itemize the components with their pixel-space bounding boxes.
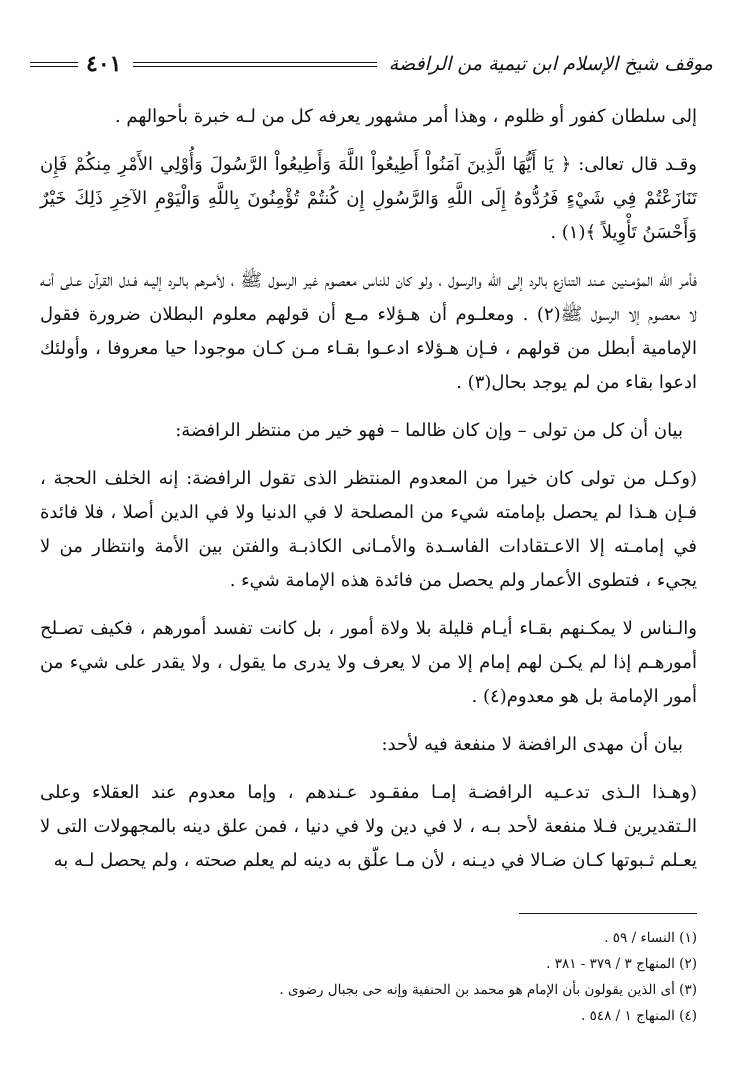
main-text — [40, 100, 697, 892]
paragraph-3: فأمر الله المؤمـنين عـند التنازع بالرد إلى الله والرسول ، ولو كان للناس معصوم غير الرسول ﷺ ، لأمـرهم بالـرد إليـه فـدل القرآن عـلى أنـه لا معصوم إلا الرسول ﷺ(٢) . ومعلـوم أن هـؤلاء مـع أن قولهم معلوم البطلان ضرورة فقول الإمامية أبطل من قولهم ، فـإن هـؤلاء ادعـوا بقـاء مـن كـان موجودا حيا معروفا ، وأولئك ادعوا بقاء من لم يوجد بحال(٣) . — [40, 270, 697, 393]
section-heading-2: بيان أن مهدى الرافضة لا منفعة فيه لأحد: — [381, 734, 683, 755]
footnote-4: (٤) المنهاج ١ / ٥٤٨ . — [581, 1008, 697, 1024]
running-title: موقف شيخ الإسلام ابن تيمية من الرافضة — [388, 53, 713, 75]
section-heading-1: بيان أن كل من تولى – وإن كان ظالما – فهو خير من منتظر الرافضة: — [175, 420, 683, 441]
footnote-1: (١) النساء / ٥٩ . — [604, 930, 697, 946]
paragraph-5: والـناس لا يمكـنهم بقـاء أيـام قليلة بلا ولاة أمور ، بل كانت تفسد أمورهم ، فكيف تصـلح أمورهـم إذا لم يكـن لهم إمام إلا من لا يعرف ولا يدرى ما يقول ، ولا يقدر على شيء من أمور الإمامة بل هو معدوم(٤) . — [40, 618, 697, 707]
paragraph-1: إلى سلطان كفور أو ظلوم ، وهذا أمر مشهور يعرفه كل من لـه خبرة بأحوالهم . — [114, 106, 697, 127]
footnote-3: (٣) أى الذين يقولون بأن الإمام هو محمد بن الحنفية وإنه حى بجبال رضوى . — [279, 982, 697, 998]
header-rule-short — [30, 62, 78, 67]
header-rule-long — [133, 62, 376, 67]
paragraph-6: (وهـذا الـذى تدعـيه الرافضـة إمـا مفقـود عـندهم ، وإما معدوم عند العقلاء وعلى الـتقديرين فـلا منفعة لأحد بـه ، لا في دين ولا في دنيا ، فمن علق دينه بالمجهولات التى لا يعـلم ثـبوتها كـان ضـالا في ديـنه ، لأن مـا علّق به دينه لم يعلم صحته ، ولم يحصل لـه به — [40, 782, 697, 871]
running-header — [30, 44, 713, 84]
page-number: ٤٠١ — [86, 51, 122, 77]
paragraph-4: (وكـل من تولى كان خيرا من المعدوم المنتظر الذى تقول الرافضة: إنه الخلف الحجة ، فـإن هـذا لم يحصل بإمامته شيء من المصلحة لا في الدنيا ولا في الدين أصلا ، فلا فائدة في إمامـته إلا الاعـتقادات الفاسـدة والأمـانى الكاذبـة والفتن بين الأمة وانتظار من لا يجيء ، فتطوى الأعمار ولم يحصل من فائدة هذه الإمامة شيء . — [40, 468, 697, 591]
footnote-2: (٢) المنهاج ٣ / ٣٧٩ - ٣٨١ . — [546, 956, 697, 972]
footnotes — [40, 925, 697, 1029]
paragraph-quran-verse: وقـد قال تعالى: ﴿ يَا أَيُّهَا الَّذِينَ آمَنُواْ أَطِيعُواْ اللَّهَ وَأَطِيعُواْ الرَّسُولَ وَأُوْلِي الأَمْرِ مِنكُمْ فَإِن تَنَازَعْتُمْ فِي شَيْءٍ فَرُدُّوهُ إِلَى اللَّهِ وَالرَّسُولِ إِن كُنتُمْ تُؤْمِنُونَ بِاللَّهِ وَالْيَوْمِ الآخِرِ ذَلِكَ خَيْرٌ وَأَحْسَنُ تَأْوِيلاً ﴾(١) . — [40, 154, 697, 243]
footnote-separator — [519, 913, 697, 914]
